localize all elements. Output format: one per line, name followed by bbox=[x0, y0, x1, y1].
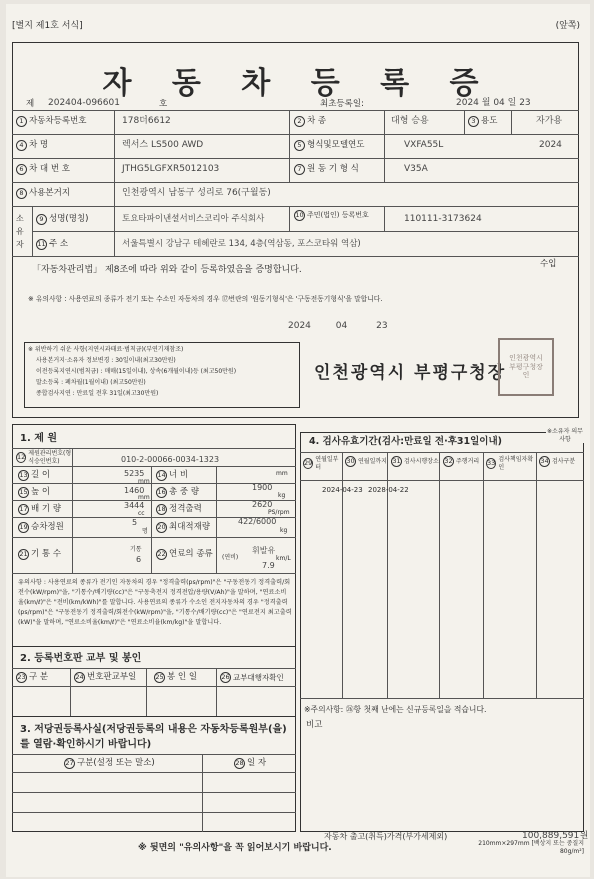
reg-no-prefix: 제 bbox=[26, 99, 35, 109]
mortgage-section-title: 3. 저당권등록사실(저당권등록의 내용은 자동차등록원부(을)를 열람·확인하시기 바랍니다) bbox=[20, 724, 287, 750]
insp-col-to: 30 연월일까지 bbox=[346, 457, 387, 465]
form-value: VXFA55L bbox=[404, 140, 444, 150]
owner-address-label: 11 주 소 bbox=[37, 239, 69, 250]
owner-name: 토요타파이낸셜서비스코리아 주식회사 bbox=[122, 214, 265, 224]
fee-line: 이전등록지연시(범칙금) : 매매(15일이내), 상속(6개월이내)등 (최고50만원) bbox=[36, 368, 237, 375]
location-label: 8 사용본거지 bbox=[16, 188, 70, 199]
mortgage-col-date: 28 일 자 bbox=[235, 758, 267, 769]
width-label: 14 너 비 bbox=[157, 470, 189, 481]
note-text: ※ 유의사항 : 사용연료의 종류가 전기 또는 수소인 자동차의 경우 ⑰번란의 '원동기형식'은 '구동전동기형식'을 말합니다. bbox=[28, 295, 383, 303]
mortgage-col-type: 27 구분(설정 또는 말소) bbox=[65, 758, 155, 769]
form-year-label: 5 형식및모델연도 bbox=[294, 140, 364, 151]
height-value: 1460 bbox=[124, 486, 145, 495]
total-weight-label: 16 총 중 량 bbox=[157, 487, 200, 498]
model-name: 렉서스 LS500 AWD bbox=[122, 140, 204, 150]
owner-id: 110111-3173624 bbox=[404, 214, 482, 224]
certify-text: 「자동차관리법」 제8조에 따라 위와 같이 등록하였음을 증명합니다. bbox=[32, 265, 302, 275]
total-weight-unit: kg bbox=[278, 492, 286, 499]
plate-col-agent: 26 교부대행자확인 bbox=[221, 672, 284, 682]
tax-label: 자동차 출고(취득)가격(부가세제외) bbox=[324, 832, 448, 841]
vehicle-type: 대형 승용 bbox=[391, 116, 429, 126]
displacement-unit: cc bbox=[138, 510, 145, 517]
insp-col-from: 29 연월일부터 bbox=[304, 456, 339, 471]
insp-note: ※주의사항: ㉖항 첫째 난에는 신규등록일을 적습니다. bbox=[304, 705, 487, 714]
use-value: 자가용 bbox=[536, 116, 563, 126]
rated-power-value: 2620 bbox=[252, 500, 273, 509]
form-label: [별지 제1호 서식] bbox=[12, 21, 83, 31]
approval-no: 010-2-00066-0034-1323 bbox=[121, 455, 220, 464]
vehicle-no: 178더6612 bbox=[122, 116, 171, 126]
engine-value: V35A bbox=[404, 164, 428, 174]
seats-unit: 명 bbox=[142, 528, 148, 535]
insp-first-from: 2024-04-23 bbox=[322, 486, 363, 494]
footer-notice: ※ 뒷면의 "유의사항"을 꼭 읽어보시기 바랍니다. bbox=[138, 843, 332, 853]
plate-col-category: 23 구 분 bbox=[17, 672, 49, 683]
official-seal: 인천광역시부평구청장인 bbox=[498, 338, 554, 396]
owner-address: 서울특별시 강남구 테헤란로 134, 4층(역삼동, 포스코타워 역삼) bbox=[122, 239, 361, 249]
tax-value: 100,889,591 bbox=[522, 831, 580, 841]
spec-notice: 유의사항 : 사용연료의 종류가 전기인 자동차의 경우 "정격출력(ps/rpm)"은 "구동전동기 정격출력/회전수(kW/rpm)"을, "기통수/배기량(cc)"은 "구동축전지 정격전압/용량(V/Ah)"을 말하며, "연료소비율(km/ℓ)"은 "전비(km/kWh)"를 말합니다. 사용연료의 종류가 수소인 전지자동차의 경우 "정격출력(ps/rpm)"은 "구동전동기 정격출력/회전수(kW/rpm)"을, "기통수/배기량(cc)"은 "연료전지 최고출력(kW)"을 말하며, "연료소비율(km/ℓ)"은 "연료소비율(km/kg)"을 말합니다. bbox=[18, 579, 292, 626]
seats-label: 19 승차정원 bbox=[19, 522, 64, 533]
engine-label: 7 원 동 기 형 식 bbox=[294, 164, 359, 175]
cylinders-unit: 기통 bbox=[130, 546, 142, 553]
displacement-value: 3444 bbox=[124, 501, 145, 510]
plate-col-issue-date: 24 번호판교부일 bbox=[75, 672, 137, 683]
vin-value: JTHG5LGFXR5012103 bbox=[122, 164, 220, 174]
use-label: 3 용도 bbox=[468, 116, 497, 127]
vehicle-type-label: 2 차 종 bbox=[294, 116, 326, 127]
owner-id-label: 10 주민(법인) 등록번호 bbox=[295, 211, 369, 220]
rated-power-label: 18 정격출력 bbox=[157, 504, 202, 515]
cylinders-value: 6 bbox=[136, 555, 142, 564]
fuel-value: 휘발유 bbox=[252, 546, 276, 555]
cylinders-label: 21 기 통 수 bbox=[19, 549, 62, 560]
efficiency-value: 7.9 bbox=[262, 561, 275, 570]
fee-line: 종합검사지연 : 만료일 전후 31일(최고30만원) bbox=[36, 390, 159, 397]
model-label: 4 차 명 bbox=[16, 140, 48, 151]
fuel-label: 22 연료의 종류 bbox=[157, 549, 213, 560]
issue-date: 2024 04 23 bbox=[288, 321, 388, 331]
page-title: 자 동 차 등 록 증 bbox=[102, 66, 494, 101]
efficiency-label: (연비) bbox=[222, 554, 239, 561]
spec-section-title: 1. 제 원 bbox=[20, 433, 58, 444]
efficiency-unit: km/L bbox=[276, 555, 291, 562]
height-label: 15 높 이 bbox=[19, 487, 51, 498]
max-load-value: 422/6000 bbox=[238, 517, 277, 526]
total-weight-value: 1900 bbox=[252, 483, 273, 492]
height-unit: mm bbox=[138, 494, 150, 501]
vin-label: 6 차 대 번 호 bbox=[16, 164, 70, 175]
owner-section-label: 소유자 bbox=[16, 214, 24, 249]
fee-line: 말소등록 : 폐차월(1월이내) (최고50만원) bbox=[36, 379, 146, 386]
displacement-label: 17 배 기 량 bbox=[19, 504, 62, 515]
width-unit: mm bbox=[276, 470, 288, 477]
location-value: 인천광역시 남동구 성리로 76(구월동) bbox=[122, 188, 271, 198]
tax-unit: 원 bbox=[580, 831, 589, 841]
issuer-name: 인천광역시 부평구청장 bbox=[314, 363, 507, 383]
inspection-section-title: 4. 검사유효기간(검사:만료일 전·후31일이내) bbox=[309, 436, 502, 447]
first-reg-label: 최초등록일: bbox=[320, 99, 364, 109]
approval-label: 12 제원관리번호(형식승인번호) bbox=[17, 450, 72, 465]
seats-value: 5 bbox=[132, 518, 138, 527]
registration-certificate bbox=[6, 4, 590, 877]
reg-no: 202404-096601 bbox=[48, 98, 120, 108]
insp-first-to: 2028-04-22 bbox=[368, 486, 409, 494]
max-load-label: 20 최대적재량 bbox=[157, 522, 211, 533]
length-value: 5235 bbox=[124, 469, 145, 478]
reg-no-suffix: 호 bbox=[159, 99, 168, 109]
fee-line: 사용본거지·소유자 정보변경 : 30일이내(최고30만원) bbox=[36, 357, 176, 364]
plate-col-seal-date: 25 봉 인 일 bbox=[155, 672, 198, 683]
insp-col-mileage: 32 주행거리 bbox=[444, 457, 480, 465]
owner-name-label: 9 성명(명칭) bbox=[36, 214, 88, 225]
paper-info: 210mm×297mm [백상지 또는 중질지 80g/m²] bbox=[478, 840, 584, 855]
remark-label: 비고 bbox=[306, 720, 323, 730]
revenue-label: 수입 bbox=[540, 259, 557, 269]
fees-head: ※ 위반하기 쉬운 사항(지연시과태료·범칙금)(부연기재참조) bbox=[28, 346, 184, 353]
length-label: 13 길 이 bbox=[19, 470, 51, 481]
vehicle-no-label: 1 자동차등록번호 bbox=[16, 116, 86, 127]
model-year: 2024 bbox=[539, 140, 562, 150]
owner-duty-note: ※소유자 의무사항 bbox=[547, 428, 583, 443]
insp-col-type: 34 검사구분 bbox=[540, 457, 576, 465]
length-unit: mm bbox=[138, 478, 150, 485]
insp-col-inspector: 33 검사책임자확인 bbox=[487, 456, 534, 471]
rated-power-unit: PS/rpm bbox=[268, 509, 290, 516]
max-load-unit: kg bbox=[280, 527, 288, 534]
plate-section-title: 2. 등록번호판 교부 및 봉인 bbox=[20, 653, 142, 664]
first-reg-date: 2024 월 04 일 23 bbox=[456, 98, 531, 108]
insp-col-place: 31 검사시행장소 bbox=[392, 457, 439, 465]
side-label: (앞쪽) bbox=[555, 21, 580, 31]
